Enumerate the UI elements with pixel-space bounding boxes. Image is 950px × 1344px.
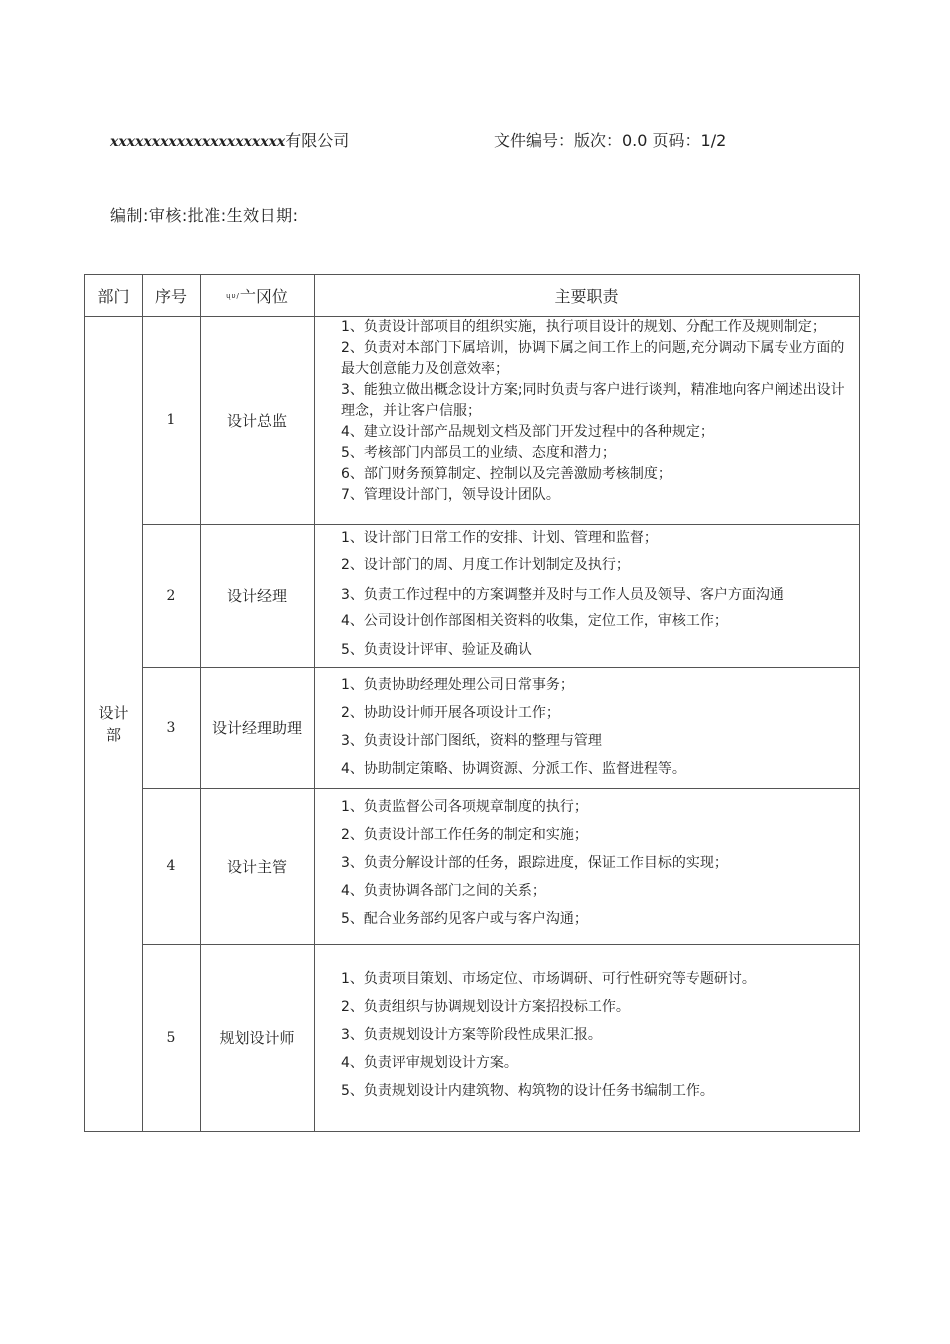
department-name-line2: 部 xyxy=(105,725,121,744)
duty-item: 4、协助制定策略、协调资源、分派工作、监督进程等。 xyxy=(341,761,686,777)
header-position-label: 亠冈位 xyxy=(239,287,288,306)
duty-item: 2、负责组织与协调规划设计方案招投标工作。 xyxy=(341,999,630,1015)
duty-item: 4、公司设计创作部图相关资料的收集，定位工作，审核工作； xyxy=(341,613,728,629)
company-name-suffix: 有限公司 xyxy=(285,131,350,150)
duty-item: 1、设计部门日常工作的安排、计划、管理和监督； xyxy=(341,530,658,546)
duty-item: 3、能独立做出概念设计方案;同时负责与客户进行谈判，精准地向客户阐述出设计理念，并让客户信服； xyxy=(341,382,845,419)
duty-item: 3、负责分解设计部的任务，跟踪进度，保证工作目标的实现； xyxy=(341,855,728,871)
row-3-seq: 3 xyxy=(166,719,176,736)
duty-item: 7、管理设计部门，领导设计团队。 xyxy=(341,487,560,503)
duty-item: 4、建立设计部产品规划文档及部门开发过程中的各种规定； xyxy=(341,424,714,440)
row-4-position: 设计主管 xyxy=(226,857,287,876)
row-5-position: 规划设计师 xyxy=(219,1029,295,1047)
duty-item: 2、协助设计师开展各项设计工作； xyxy=(341,705,560,721)
document-info: 文件编号：版次：0.0 页码：1/2 xyxy=(494,131,727,150)
duty-item: 6、部门财务预算制定、控制以及完善激励考核制度； xyxy=(341,466,672,482)
row-4-duties xyxy=(315,793,859,943)
row-2-seq: 2 xyxy=(166,587,176,604)
company-name xyxy=(110,128,349,151)
duty-item: 3、负责规划设计方案等阶段性成果汇报。 xyxy=(341,1027,602,1043)
duty-item: 5、配合业务部约见客户或与客户沟通； xyxy=(341,911,588,927)
row-2-duties xyxy=(315,525,859,667)
duty-item: 3、负责设计部门图纸，资料的整理与管理 xyxy=(341,733,602,749)
row-5-duties xyxy=(315,965,859,1125)
row-2-position: 设计经理 xyxy=(226,587,287,605)
header-position-small: ųυ/ xyxy=(226,291,240,300)
duties-table xyxy=(84,274,860,1132)
row-1-duties xyxy=(315,317,859,524)
duty-item: 4、负责评审规划设计方案。 xyxy=(341,1055,518,1071)
duty-item: 5、负责设计评审、验证及确认 xyxy=(341,642,532,658)
duty-item: 1、负责设计部项目的组织实施，执行项目设计的规划、分配工作及规则制定； xyxy=(341,319,826,335)
header-seq: 序号 xyxy=(154,287,187,306)
duty-item: 2、负责对本部门下属培训，协调下属之间工作上的问题,充分调动下属专业方面的最大创意能力及创意效率； xyxy=(341,340,845,377)
header-position xyxy=(200,275,314,316)
department-cell xyxy=(85,316,142,1131)
duty-item: 4、负责协调各部门之间的关系； xyxy=(341,883,546,899)
approval-line: 编制:审核:批准:生效日期: xyxy=(110,206,299,225)
duty-item: 1、负责监督公司各项规章制度的执行； xyxy=(341,799,588,815)
duty-item: 2、负责设计部工作任务的制定和实施； xyxy=(341,827,588,843)
header-dept: 部门 xyxy=(97,287,130,306)
header-duties: 主要职责 xyxy=(554,287,619,306)
row-4-seq: 4 xyxy=(166,858,176,874)
duty-item: 5、考核部门内部员工的业绩、态度和潜力； xyxy=(341,445,616,461)
company-name-prefix: xxxxxxxxxxxxxxxxxxxxx xyxy=(110,134,286,150)
row-3-position: 设计经理助理 xyxy=(211,719,302,737)
document-header xyxy=(110,128,870,152)
duty-item: 2、设计部门的周、月度工作计划制定及执行； xyxy=(341,557,630,573)
duty-item: 3、负责工作过程中的方案调整并及时与工作人员及领导、客户方面沟通 xyxy=(341,587,784,603)
row-1-seq: 1 xyxy=(166,412,176,428)
row-1-position: 设计总监 xyxy=(226,411,287,430)
department-name-line1: 设计 xyxy=(98,703,129,722)
duty-item: 1、负责项目策划、市场定位、市场调研、可行性研究等专题研讨。 xyxy=(341,971,756,987)
row-5-seq: 5 xyxy=(166,1029,176,1046)
duty-item: 5、负责规划设计内建筑物、构筑物的设计任务书编制工作。 xyxy=(341,1083,714,1099)
row-3-duties xyxy=(315,671,859,787)
duty-item: 1、负责协助经理处理公司日常事务； xyxy=(341,677,574,693)
